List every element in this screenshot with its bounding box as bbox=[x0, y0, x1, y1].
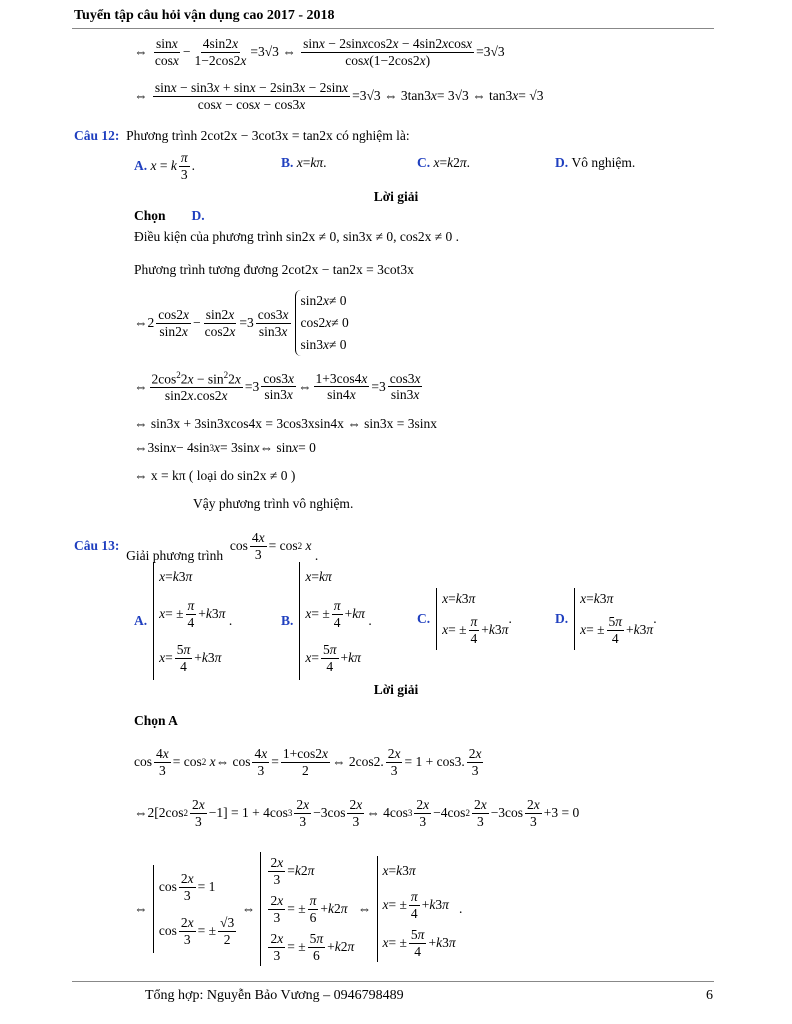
q12-step-1: ⇔2 cos2x sin2x − sin2x cos2x =3 cos3x sin3x sin2 x ≠ 0 cos2 x ≠ 0 sin3 x ≠ 0 bbox=[134, 290, 349, 356]
q12-step-5: ⇔ x = kπ ( loại do sin2x ≠ 0 ) bbox=[134, 468, 296, 483]
q13-stem: Giải phương trình bbox=[126, 548, 224, 564]
header-title: Tuyển tập câu hỏi vận dụng cao 2017 - 2018 bbox=[74, 8, 335, 23]
q12-option-d[interactable] bbox=[555, 155, 635, 171]
q12-option-d-label: D. bbox=[555, 155, 569, 170]
q13-step-2: ⇔2[2cos 2 2x 3 −1] = 1 + 4cos 3 2x 3 −3cos 2x 3 ⇔ 4cos 3 2x 3 −4cos 2 2x 3 −3cos 2x 3 +3 = 0 bbox=[134, 797, 580, 829]
q12-label: Câu 12: bbox=[74, 128, 120, 143]
q12-equivalent: Phương trình tương đương 2cot2x − tan2x = 3cot3x bbox=[134, 262, 414, 277]
q12-option-b[interactable]: B. x = kπ . bbox=[281, 155, 327, 170]
page-number: 6 bbox=[706, 988, 713, 1003]
footer-divider bbox=[72, 981, 714, 982]
q12-option-b-label: B. bbox=[281, 155, 294, 170]
q12-step-3: ⇔ sin3x + 3sin3xcos4x = 3cos3xsin4x ⇔ sin3x = 3sinx bbox=[134, 416, 437, 431]
q13-option-a-label: A. bbox=[134, 613, 148, 628]
q13-option-c[interactable]: C. x = k 3 π x = ± π 4 + k 3 π . bbox=[417, 588, 512, 650]
q13-label: Câu 13: bbox=[74, 538, 120, 554]
eq-line-1: ⇔ sinx cosx − 4sin2x 1−2cos2x =3√3 ⇔ sinx − 2sinxcos2x − 4sin2xcosx cosx(1−2cos2x) =3√3 bbox=[134, 36, 505, 68]
q13-step-1: cos 4x 3 = cos 2 x ⇔ cos 4x 3 = 1+cos2x 2 ⇔ 2cos2. 2x 3 = 1 + cos3. 2x 3 bbox=[134, 746, 482, 778]
header-divider bbox=[72, 28, 714, 29]
q12-step-2: ⇔ $2\cos^22x - \sin^22x$ sin2x.cos2x =3 cos3x sin3x ⇔ 1+3cos4x sin4x =3 cos3x sin3x bbox=[134, 370, 421, 404]
q13-step-3: ⇔ cos 2x 3 = 1 cos 2x 3 = ± √3 2 ⇔ 2x 3 = k 2 π 2x 3 = ± π 6 + k 2 π 2x 3 = ± 5π 6 + k 2 π ⇔ x = k 3 π x = ± π 4 + k 3 π x = ± 5π 4 + k 3 π . bbox=[134, 852, 462, 966]
q13-option-a[interactable]: A. x = k 3 π x = ± π 4 + k 3 π x = 5π 4 + k 3 π . bbox=[134, 562, 232, 680]
q12-option-c[interactable]: C. x = k 2 π . bbox=[417, 155, 471, 170]
q12-choose-label: Chọn bbox=[134, 208, 166, 223]
q13-stem-row: Câu 13: Giải phương trình cos 4x 3 = cos 2 x . bbox=[74, 530, 319, 564]
q13-option-b[interactable]: B. x = kπ x = ± π 4 + kπ x = 5π 4 + kπ . bbox=[281, 562, 372, 680]
q12-option-a-label: A. bbox=[134, 158, 148, 174]
footer-author: Tổng hợp: Nguyễn Bảo Vương – 0946798489 bbox=[145, 988, 404, 1003]
q12-choose-row bbox=[134, 208, 205, 224]
q13-option-d[interactable]: D. x = k 3 π x = ± 5π 4 + k 3 π . bbox=[555, 588, 657, 650]
q13-option-d-label: D. bbox=[555, 611, 569, 626]
q13-choose: Chọn A bbox=[134, 713, 178, 728]
q12-option-a[interactable]: A. x = k π 3 . bbox=[134, 150, 196, 182]
q13-option-c-label: C. bbox=[417, 611, 431, 626]
q12-option-d-text: Vô nghiệm. bbox=[571, 155, 636, 170]
q12-condition: Điều kiện của phương trình sin2x ≠ 0, sin3x ≠ 0, cos2x ≠ 0 . bbox=[134, 229, 460, 244]
q13-solution-title: Lời giải bbox=[373, 682, 419, 697]
q12-solution-title: Lời giải bbox=[373, 189, 419, 204]
q13-option-b-label: B. bbox=[281, 613, 294, 628]
eq-line-2: ⇔ sinx − sin3x + sinx − 2sin3x − 2sinx cosx − cosx − cos3x =3√3 ⇔ 3tan3 x = 3√3 ⇔ tan3 x = √3 bbox=[134, 80, 544, 112]
q12-step-4: ⇔3sin x − 4sin 3 x = 3sin x ⇔ sin x = 0 bbox=[134, 440, 316, 455]
q12-option-c-label: C. bbox=[417, 155, 431, 170]
q12-stem: Phương trình 2cot2x − 3cot3x = tan2x có nghiệm là: bbox=[126, 128, 410, 143]
q12-stem-row bbox=[74, 128, 410, 144]
q12-conclusion: Vậy phương trình vô nghiệm. bbox=[193, 496, 354, 511]
q12-choose-answer: D. bbox=[191, 208, 205, 223]
